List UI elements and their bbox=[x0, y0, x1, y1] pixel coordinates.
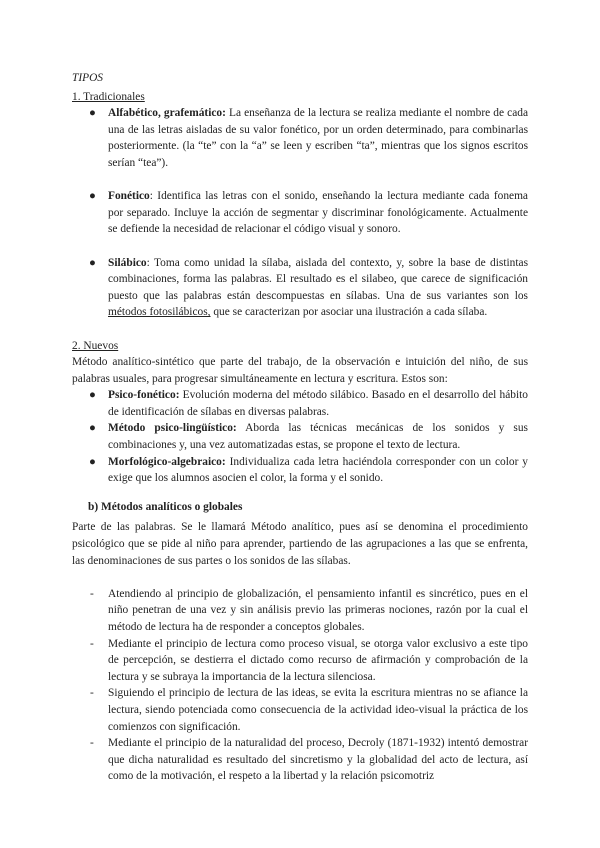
dash-icon: - bbox=[90, 637, 94, 650]
item-term: Alfabético, grafemático: bbox=[108, 107, 226, 120]
dash-icon: - bbox=[90, 587, 94, 600]
list-item bbox=[72, 387, 528, 420]
item-term: Método psico-lingüístico: bbox=[108, 422, 237, 435]
bullet-icon: ● bbox=[89, 190, 96, 203]
list-item bbox=[72, 420, 528, 453]
section-title-nuevos: 2. Nuevos bbox=[72, 339, 119, 352]
fotosilabicos-link[interactable]: métodos fotosilábicos, bbox=[108, 306, 211, 319]
list-item bbox=[72, 636, 528, 686]
section-title-tradicionales: 1. Tradicionales bbox=[72, 90, 145, 103]
item-text: Individualiza cada letra haciéndola corresponder con un color y exige que los alumnos asocien el color, la forma y el sonido. bbox=[108, 455, 528, 485]
document-page bbox=[72, 70, 528, 785]
item-text: : Identifica las letras con el sonido, enseñando la lectura mediante cada fonema por separado. Incluye la acción de segmentar y discriminar fonológicamente. Actualmente se defiende la necesidad de relacionar el código visual y sonoro. bbox=[108, 190, 528, 236]
item-text: : Toma como unidad la sílaba, aislada del contexto, y, sobre la base de distintas combinaciones, forma las palabras. El resultado es el silabeo, que carece de significación puesto que las palabras están descompuestas en sílabas. Una de sus variantes son los bbox=[108, 256, 528, 302]
bullet-icon: ● bbox=[89, 455, 96, 468]
list-item bbox=[72, 735, 528, 785]
dash-icon: - bbox=[90, 737, 94, 750]
item-term: Psico-fonético: bbox=[108, 389, 180, 402]
dash-icon: - bbox=[90, 687, 94, 700]
list-item bbox=[72, 586, 528, 636]
subsection-intro: Parte de las palabras. Se le llamará Método analítico, pues así se denomina el procedimiento psicológico que se pide al niño para aprender, partiendo de las agrupaciones a las que se enfrenta, las denominaciones de sus partes o los sonidos de las sílabas. bbox=[72, 521, 528, 567]
item-text: La enseñanza de la lectura se realiza mediante el nombre de cada una de las letras aisladas de su valor fonético, por un orden determinado, para combinarlas posteriormente. (la “te” con la “a” se leen y escriben “ta”, mientras que los signos escritos serían “tea”). bbox=[108, 107, 528, 169]
item-text: Siguiendo el principio de lectura de las ideas, se evita la escritura mientras no se afiance la lectura, siendo potenciada como consecuencia de la actividad ideo-visual la práctica de los comienzos con significación. bbox=[108, 687, 528, 733]
item-text: Aborda las técnicas mecánicas de los sonidos y sus combinaciones y, una vez automatizadas estas, se propone el texto de lectura. bbox=[108, 422, 528, 452]
list-item bbox=[72, 454, 528, 487]
item-term: Morfológico-algebraico: bbox=[108, 455, 226, 468]
item-text: Mediante el principio de lectura como proceso visual, se otorga valor exclusivo a este tipo de percepción, se destierra el dictado como recurso de afirmación y comprobación de la lectura y se subraya la importancia de la lectura silenciosa. bbox=[108, 637, 528, 683]
nuevos-list bbox=[72, 387, 528, 487]
subsection-title: b) Métodos analíticos o globales bbox=[88, 500, 243, 513]
bullet-icon: ● bbox=[89, 107, 96, 120]
list-item bbox=[72, 188, 528, 238]
item-term: Fonético bbox=[108, 190, 150, 203]
item-term: Silábico bbox=[108, 256, 147, 269]
bullet-icon: ● bbox=[89, 422, 96, 435]
tradicionales-list bbox=[72, 105, 528, 321]
list-item bbox=[72, 105, 528, 171]
bullet-icon: ● bbox=[89, 256, 96, 269]
principles-list bbox=[72, 586, 528, 785]
item-text: Atendiendo al principio de globalización, el pensamiento infantil es sincrético, pues en el niño penetran de una vez y sin análisis previo las primeras nociones, razón por la cual el método de lectura ha de responder a conceptos globales. bbox=[108, 587, 528, 633]
nuevos-intro: Método analítico-sintético que parte del trabajo, de la observación e intuición del niño, de sus palabras usuales, para progresar simultáneamente en lectura y escritura. Estos son: bbox=[72, 356, 528, 385]
list-item bbox=[72, 685, 528, 735]
doc-heading: TIPOS bbox=[72, 72, 104, 84]
item-text-tail: que se caracterizan por asociar una ilustración a cada sílaba. bbox=[210, 306, 488, 319]
item-text: Mediante el principio de la naturalidad del proceso, Decroly (1871-1932) intentó demostrar que dicha naturalidad es resultado del sincretismo y la globalidad del acto de lectura, así como de la motivación, el respeto a la libertad y la relación psicomotriz bbox=[108, 737, 528, 783]
list-item bbox=[72, 255, 528, 321]
item-text: Evolución moderna del método silábico. Basado en el desarrollo del hábito de identificación de sílabas en diversas palabras. bbox=[108, 389, 528, 418]
bullet-icon: ● bbox=[89, 389, 96, 402]
